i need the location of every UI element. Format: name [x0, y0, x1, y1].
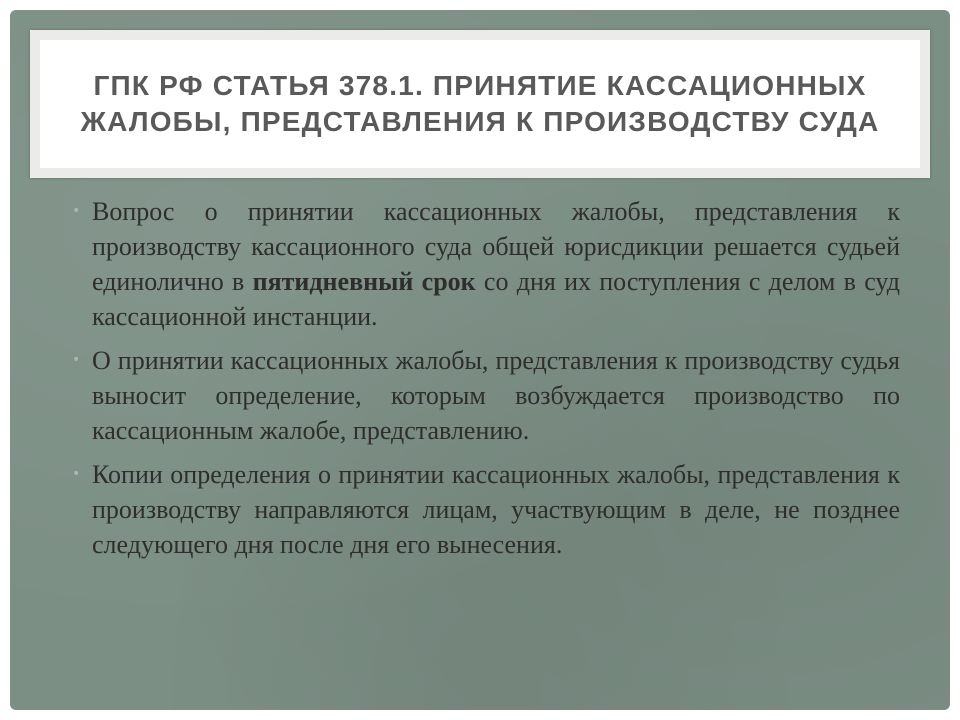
bullet-text: со дня их поступления с делом в суд кассационной инстанции.	[92, 267, 900, 331]
title-panel	[40, 40, 920, 168]
bullet-text-bold: пятидневный срок	[252, 267, 476, 296]
bullet-item	[72, 457, 900, 562]
bullet-text: Копии определения о принятии кассационных жалобы, представления к производству направляются лицам, участвующим в деле, не позднее следующего дня после дня его вынесения.	[92, 460, 900, 559]
slide	[10, 10, 950, 710]
slide-title: ГПК РФ СТАТЬЯ 378.1. ПРИНЯТИЕ КАССАЦИОННЫХ ЖАЛОБЫ, ПРЕДСТАВЛЕНИЯ К ПРОИЗВОДСТВУ СУДА	[80, 70, 880, 137]
bullet-icon: •	[72, 466, 81, 482]
bullet-icon: •	[72, 352, 81, 368]
bullet-list	[72, 194, 900, 571]
bullet-icon: •	[72, 203, 81, 219]
bullet-text: Вопрос о принятии кассационных жалобы, представления к производству кассационного суда общей юрисдикции решается судьей единолично в	[92, 197, 900, 296]
title-frame	[30, 30, 930, 178]
bullet-item	[72, 343, 900, 448]
bullet-text: О принятии кассационных жалобы, представления к производству судья выносит определение, которым возбуждается производство по кассационным жалобе, представлению.	[92, 346, 900, 445]
bullet-item	[72, 194, 900, 334]
